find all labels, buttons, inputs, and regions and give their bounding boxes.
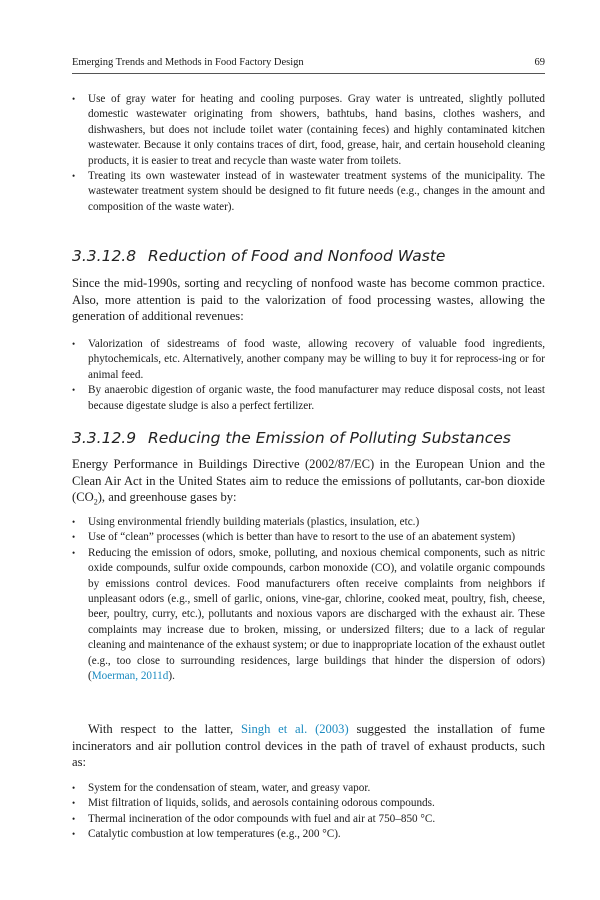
header-rule <box>72 73 545 74</box>
emissions-list <box>72 515 545 684</box>
list-item: • By anaerobic digestion of organic waste, the food manufacturer may reduce disposal costs, not least because digestate sludge is also a perfect fertilizer. <box>72 383 545 414</box>
list-item: • Using environmental friendly building materials (plastics, insulation, etc.) <box>72 515 545 530</box>
running-header <box>72 57 545 68</box>
text: With respect to the latter, <box>88 722 241 736</box>
citation-link[interactable]: Moerman, 2011d <box>91 670 169 683</box>
text: Energy Performance in Buildings Directive (2002/87/EC) in the European Union and the Clean Air Act in the United States aim to reduce the emissions of pollutants, car-bon dioxide (CO <box>72 457 545 505</box>
list-item: • Thermal incineration of the odor compounds with fuel and air at 750–850 °C. <box>72 812 545 827</box>
text: suggested the installation of fume incinerators and air pollution control devices in the path of travel of exhaust products, such as: <box>72 722 545 770</box>
list-item: • Use of “clean” processes (which is better than have to resort to the use of an abatement system) <box>72 530 545 545</box>
list-item: • Treating its own wastewater instead of in wastewater treatment systems of the municipality. The wastewater treatment system should be designed to fit future needs (e.g., changes in the amount and composition of the waste water). <box>72 169 545 215</box>
paragraph <box>72 456 545 511</box>
text: Reducing the emission of odors, smoke, polluting, and noxious chemical components, such as nitric oxide compounds, sulfur oxide compounds, carbon monoxide (CO), and volatile organic compounds by emissions control devices. Food manufacturers often receive complaints from neighbors if unpleasant odors (e.g., smell of garlic, onions, vine-gar, chlorine, cooked meat, poultry, fish, cheese, beer, poultry, curry, etc.), pollutants and noxious vapors are discharged with the exhaust air. These complaints may increase due to broken, missing, or undersized filters; due to a lack of regular cleaning and maintenance of the exhaust system; or due to inappropriate location of the exhaust outlet (e.g., too close to surrounding residences, large buildings that hinder the dispersion of odors) ( <box>88 546 545 683</box>
running-title: Emerging Trends and Methods in Food Factory Design <box>72 57 304 68</box>
text: ), and greenhouse gases by: <box>97 490 237 505</box>
list-item: • Catalytic combustion at low temperatures (e.g., 200 °C). <box>72 827 545 842</box>
list-item: • Mist filtration of liquids, solids, and aerosols containing odorous compounds. <box>72 796 545 811</box>
paragraph <box>72 721 545 771</box>
section-number: 3.3.12.8 <box>72 247 137 265</box>
waste-list <box>72 337 545 414</box>
text: ). <box>168 670 175 683</box>
devices-list <box>72 781 545 843</box>
list-item: • Use of gray water for heating and cooling purposes. Gray water is untreated, slightly polluted domestic wastewater originating from showers, bathtubs, hand basins, clothes washers, and dishwashers, but does not include toilet water (containing feces) and highly contaminated kitchen wastewater. Because it only contains traces of dirt, food, grease, hair, and certain household cleaning products, it is easier to treat and recycle than waste water from toilets. <box>72 92 545 169</box>
gray-water-list <box>72 92 545 215</box>
list-item <box>72 546 545 685</box>
section-title: Reducing the Emission of Polluting Substances <box>148 429 511 447</box>
section-number: 3.3.12.9 <box>72 429 137 447</box>
paragraph: Since the mid-1990s, sorting and recycling of nonfood waste has become common practice. Also, more attention is paid to the valorization of food processing wastes, allowing the generation of additional revenues: <box>72 276 545 324</box>
citation-link[interactable]: Singh et al. (2003) <box>240 722 349 736</box>
section-heading-3-3-12-9 <box>72 429 545 447</box>
list-item: • Valorization of sidestreams of food waste, allowing recovery of valuable food ingredients, phytochemicals, etc. Alternatively, another company may be willing to buy it for reprocess-ing or for animal feed. <box>72 337 545 383</box>
page-number: 69 <box>534 57 545 68</box>
subscript: 2 <box>93 497 98 507</box>
section-heading-3-3-12-8 <box>72 247 545 265</box>
section-title: Reduction of Food and Nonfood Waste <box>148 247 446 265</box>
list-item: • System for the condensation of steam, water, and greasy vapor. <box>72 781 545 796</box>
